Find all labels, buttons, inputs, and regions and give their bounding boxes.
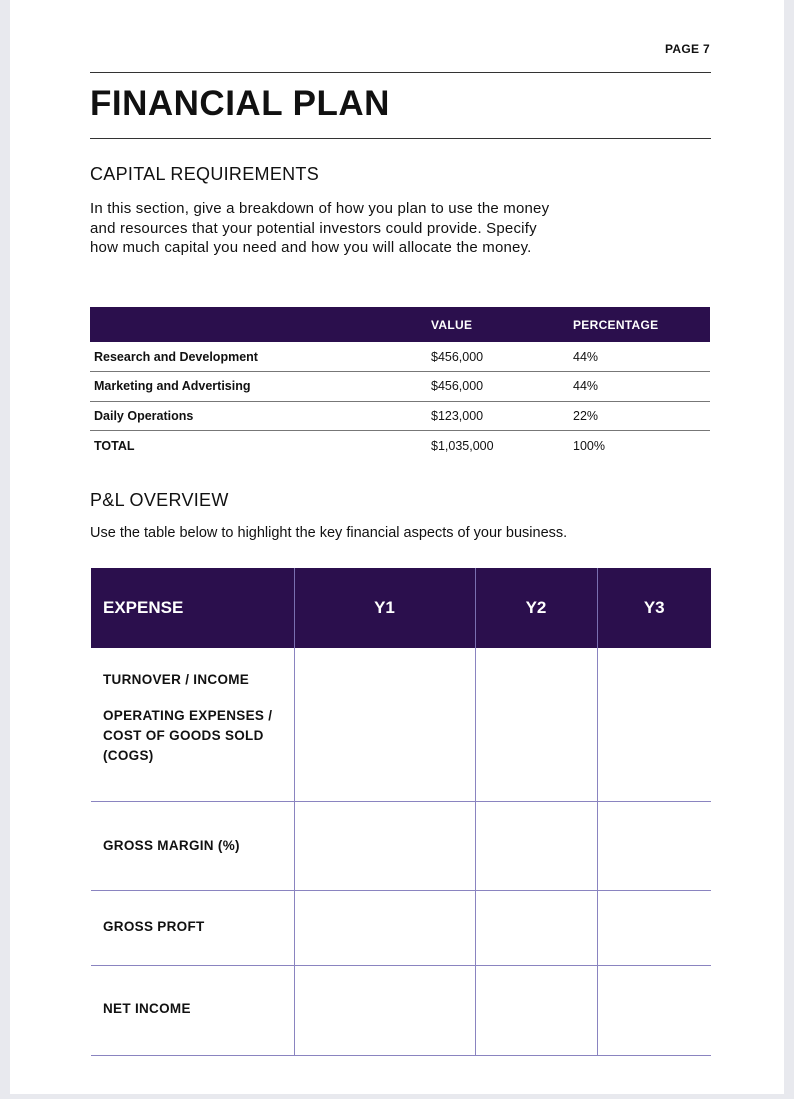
input-cell[interactable] — [475, 965, 597, 1055]
input-cell[interactable] — [597, 965, 711, 1055]
value-cell: $1,035,000 — [431, 438, 494, 453]
column-header: VALUE — [427, 307, 569, 342]
input-cell[interactable] — [294, 890, 475, 965]
table-row-total — [90, 431, 710, 461]
input-cell[interactable] — [294, 648, 475, 801]
table-row — [91, 965, 711, 1055]
value-cell: $456,000 — [427, 342, 569, 372]
row-label: NET INCOME — [91, 965, 294, 1055]
capital-table — [90, 307, 710, 460]
pl-heading: P&L OVERVIEW — [90, 490, 229, 510]
input-cell[interactable] — [294, 965, 475, 1055]
column-header: Y1 — [294, 568, 475, 648]
row-label: GROSS PROFT — [91, 890, 294, 965]
document-page — [10, 0, 784, 1094]
table-row — [91, 801, 711, 890]
row-label: TOTAL — [94, 438, 135, 453]
page-title: FINANCIAL PLAN — [90, 84, 390, 123]
table-row — [90, 342, 710, 372]
input-cell[interactable] — [475, 648, 597, 801]
table-header — [91, 568, 711, 648]
input-cell[interactable] — [597, 890, 711, 965]
column-header: PERCENTAGE — [569, 307, 710, 342]
capital-heading: CAPITAL REQUIREMENTS — [90, 164, 320, 184]
row-label-turnover: TURNOVER / INCOME — [103, 672, 250, 687]
capital-description: In this section, give a breakdown of how you plan to use the money and resources that your potential investors could provide. Specify how much capital you need and how you will allocate the money. — [90, 200, 550, 256]
pl-description: Use the table below to highlight the key financial aspects of your business. — [90, 525, 568, 541]
page-number: PAGE 7 — [665, 42, 710, 56]
percentage-cell: 44% — [569, 372, 710, 402]
value-cell: $456,000 — [427, 372, 569, 402]
row-label: Research and Development — [90, 342, 427, 372]
divider — [90, 72, 711, 73]
input-cell[interactable] — [597, 648, 711, 801]
row-label: Marketing and Advertising — [90, 372, 427, 402]
column-header: Y3 — [597, 568, 711, 648]
row-label: GROSS MARGIN (%) — [91, 801, 294, 890]
percentage-cell: 100% — [573, 438, 605, 453]
column-header — [90, 307, 427, 342]
input-cell[interactable] — [475, 890, 597, 965]
input-cell[interactable] — [294, 801, 475, 890]
table-header — [90, 307, 710, 342]
table-row — [90, 372, 710, 402]
row-label — [91, 648, 294, 801]
column-header: Y2 — [475, 568, 597, 648]
input-cell[interactable] — [475, 801, 597, 890]
table-row — [91, 890, 711, 965]
input-cell[interactable] — [597, 801, 711, 890]
pl-table — [91, 568, 711, 1056]
percentage-cell: 22% — [569, 401, 710, 431]
value-cell: $123,000 — [427, 401, 569, 431]
table-row — [91, 648, 711, 801]
table-row — [90, 401, 710, 431]
row-label: Daily Operations — [90, 401, 427, 431]
row-label-opex: OPERATING EXPENSES / COST OF GOODS SOLD (COGS) — [103, 708, 273, 763]
percentage-cell: 44% — [569, 342, 710, 372]
divider — [90, 138, 711, 139]
column-header: EXPENSE — [91, 568, 294, 648]
